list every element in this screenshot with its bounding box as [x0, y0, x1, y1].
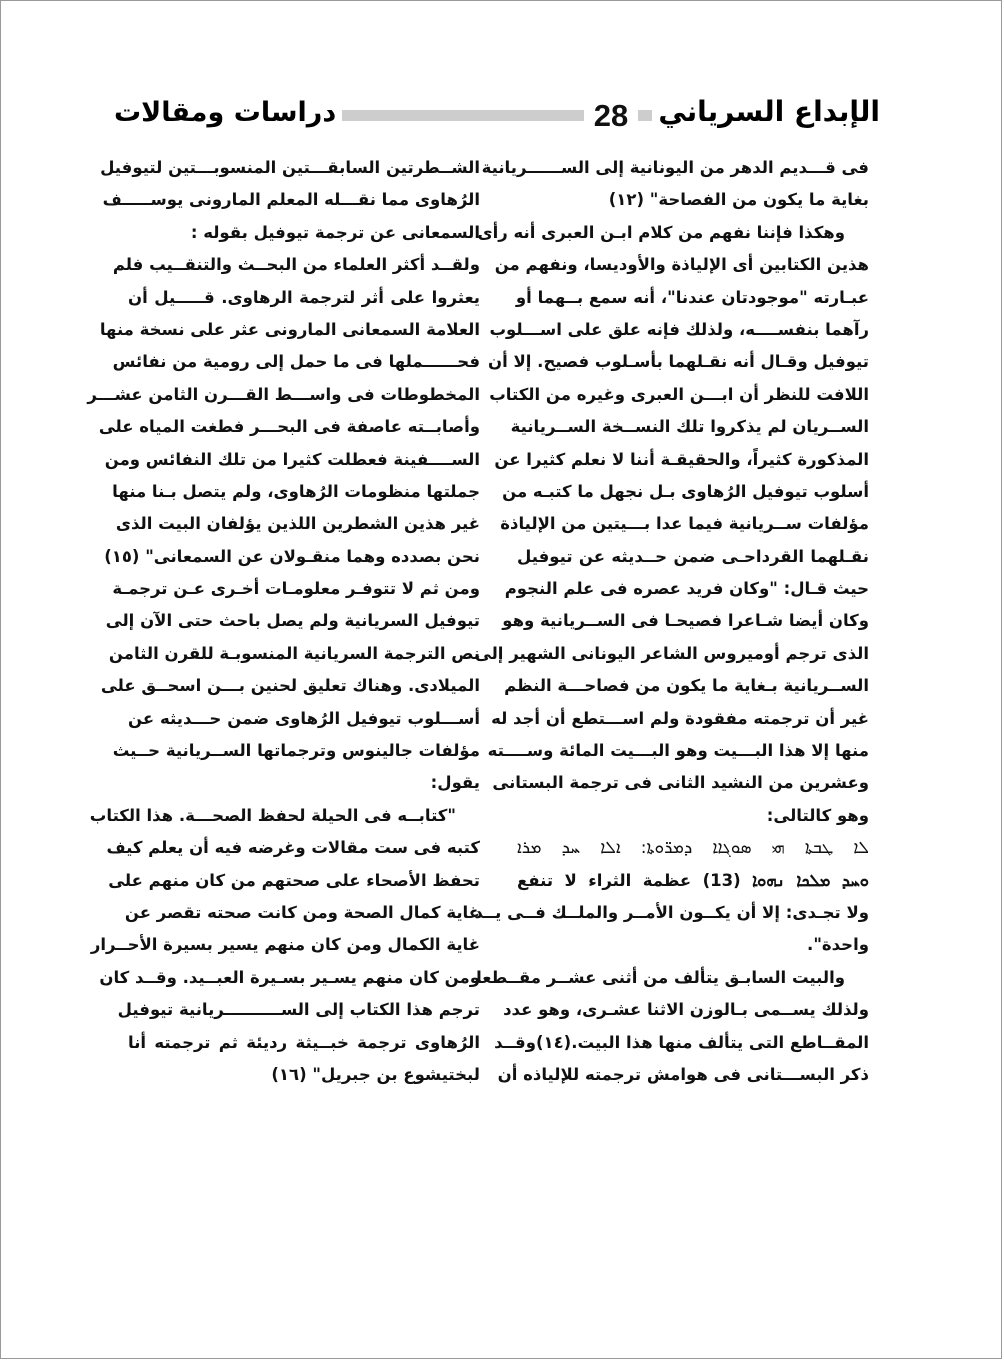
page-number: 28 — [584, 95, 638, 137]
text-line: وكان أيضا شـاعرا فصيحـا فى الســريانية وهو — [502, 611, 869, 631]
text-line: الرُهاوى مما نقـــله المعلم المارونى يوســـــف — [102, 190, 480, 210]
text-line: هذين الكتابين أى الإلياذة والأوديسا، ونفهم من — [494, 255, 869, 275]
publication-title: الإبداع السرياني — [652, 95, 882, 128]
text-line: العلامة السمعانى المارونى عثر على نسخة منها — [99, 319, 480, 339]
text-line: الســــفينة فعطلت كثيرا من تلك النفائس ومن — [104, 449, 480, 469]
text-line: وهكذا فإننا نفهم من كلام ابـن العبرى أنه رأى — [477, 222, 845, 242]
text-line: فحــــــملها فى ما حمل إلى رومية من نفائس — [112, 352, 480, 372]
text-line: غاية كمال الصحة ومن كانت صحته تقصر عن — [124, 902, 480, 922]
text-line: تيوفيل وقـال أنه نقـلهما بأسـلوب فصيح. إلا أن — [488, 352, 869, 372]
text-line: كتبه فى ست مقالات وغرضه فيه أن يعلم كيف — [106, 838, 480, 858]
text-line: الشــطرتين السابقـــتين المنسوبـــتين لتيوفيل — [100, 158, 480, 177]
text-line: مؤلفات جالينوس وترجماتها الســريانية حــيث — [112, 741, 480, 761]
text-line: ܠܐ ܛܒܬܐ ܗܝ ܣܘܓܐܐ ܕܡܪ̈ܘܬܐ: ܐܠܐ ܚܕ ܡܪܐ — [517, 838, 869, 859]
text-line: ذكر البســـتانى فى هوامش ترجمته للإلياذه أن — [497, 1064, 869, 1084]
text-line: بغاية ما يكون من الفصاحة" (١٢) — [608, 190, 869, 210]
text-line: ولقــد أكثر العلماء من البحــث والتنقــيب فلم — [112, 255, 480, 275]
text-line: وعشرين من النشيد الثانى فى ترجمة البستانى — [492, 773, 869, 793]
text-line: لبختيشوع بن جبريل" (١٦) — [271, 1064, 480, 1084]
page-header — [112, 95, 882, 139]
text-line: ومن ثم لا تتوفـر معلومـات أخـرى عـن ترجمـة — [112, 579, 480, 599]
text-line: ولا تجـدى: إلا أن يكــون الأمــر والملــك فــى يــد — [474, 902, 869, 922]
text-line: فى قـــديم الدهر من اليونانية إلى الســــــريانية — [481, 158, 869, 177]
text-line: والبيت السابـق يتألف من أثنى عشــر مقــطعا — [476, 967, 845, 987]
left-text-column — [87, 152, 480, 1091]
text-line: نقـلهما القرداحـى ضمن حــديثه عن تيوفيل — [517, 546, 869, 566]
text-line: حيث قـال: "وكان فريد عصره فى علم النجوم — [504, 579, 869, 599]
text-line: الســريانية بـغاية ما يكون من فصاحـــة النظم — [504, 676, 869, 696]
right-text-column — [474, 152, 869, 1091]
text-line: وهو كالتالى: — [766, 805, 869, 825]
text-line: يقول: — [430, 773, 480, 793]
text-line: الســريان لم يذكروا تلك النســخة الســريانية — [510, 417, 869, 437]
text-line: تيوفيل السريانية ولم يصل باحث حتى الآن إلى — [105, 611, 480, 631]
text-line: الرُهاوى ترجمة خبــيثة رديئة ثم ترجمته أنا — [128, 1032, 480, 1052]
text-line: السمعانى عن ترجمة تيوفيل بقوله : — [190, 222, 480, 242]
text-line: يعثروا على أثر لترجمة الرهاوى. قـــــيل أن — [128, 287, 480, 307]
text-line: المذكورة كثيراً، والحقيقـة أننا لا نعلم كثيرا عن — [494, 449, 869, 469]
text-line: منها إلا هذا البـــيت وهو البـــيت المائة وســــته — [487, 741, 869, 761]
text-line: المقــاطع التى يتألف منها هذا البيت.(١٤)وقــد — [494, 1032, 869, 1052]
text-line: ولذلك يســمى بـالوزن الاثنا عشـرى، وهو عدد — [503, 1000, 869, 1020]
text-line: ܘܚܕ ܡܠܟܐ ܢܗܘܐ (13) عظمة الثراء لا تنفع — [517, 870, 869, 890]
text-line: غير هذين الشطرين اللذين يؤلفان البيت الذى — [115, 514, 480, 534]
text-line: رآهما بنفســــه، ولذلك فإنه علق على اســـلوب — [489, 319, 869, 339]
text-line: نحن بصدده وهما منقـولان عن السمعانى" (١٥) — [104, 546, 480, 566]
text-line: أسلوب تيوفيل الرُهاوى بـل نجهل ما كتبـه من — [502, 481, 869, 501]
text-line: عبـارته "موجودتان عندنا"، أنه سمع بــهما أو — [515, 287, 869, 307]
text-line: تحفظ الأصحاء على صحتهم من كان منهم على — [108, 870, 480, 890]
text-line: "كتابــه فى الحيلة لحفظ الصحـــة. هذا الكتاب — [89, 805, 456, 825]
text-line: ومن كان منهم يسـير بسـيرة العبــيد. وقــد كان — [99, 967, 480, 987]
text-line: اللافت للنظر أن ابـــن العبرى وغيره من الكتاب — [489, 384, 869, 404]
text-line: مؤلفات ســريانية فيما عدا بـــيتين من الإلياذة — [500, 514, 869, 534]
text-line: الميلادى. وهناك تعليق لحنين بـــن اسحــق على — [100, 676, 480, 696]
text-line: أســـلوب تيوفيل الرُهاوى ضمن حـــديثه عن — [128, 708, 480, 728]
text-line: وأصابــته عاصفة فى البحـــر فطغت المياه على — [98, 417, 480, 437]
text-line: المخطوطات فى واســـط القـــرن الثامن عشـــر — [87, 384, 480, 404]
text-line: غير أن ترجمته مفقودة ولم اســـتطع أن أجد له — [491, 708, 869, 728]
text-line: غاية الكمال ومن كان منهم يسير بسيرة الأحــرار — [90, 935, 480, 955]
text-line: واحدة". — [807, 935, 869, 955]
text-line: نص الترجمة السريانية المنسوبـة للقرن الثامن — [108, 643, 480, 663]
text-line: ترجم هذا الكتاب إلى الســــــــــريانية تيوفيل — [117, 1000, 480, 1020]
section-title: دراسات ومقالات — [112, 97, 342, 128]
text-line: جملتها منظومات الرُهاوى، ولم يتصل بـنا منها — [112, 481, 480, 501]
text-line: الذى ترجم أوميروس الشاعر اليونانى الشهير إلى — [474, 643, 869, 663]
